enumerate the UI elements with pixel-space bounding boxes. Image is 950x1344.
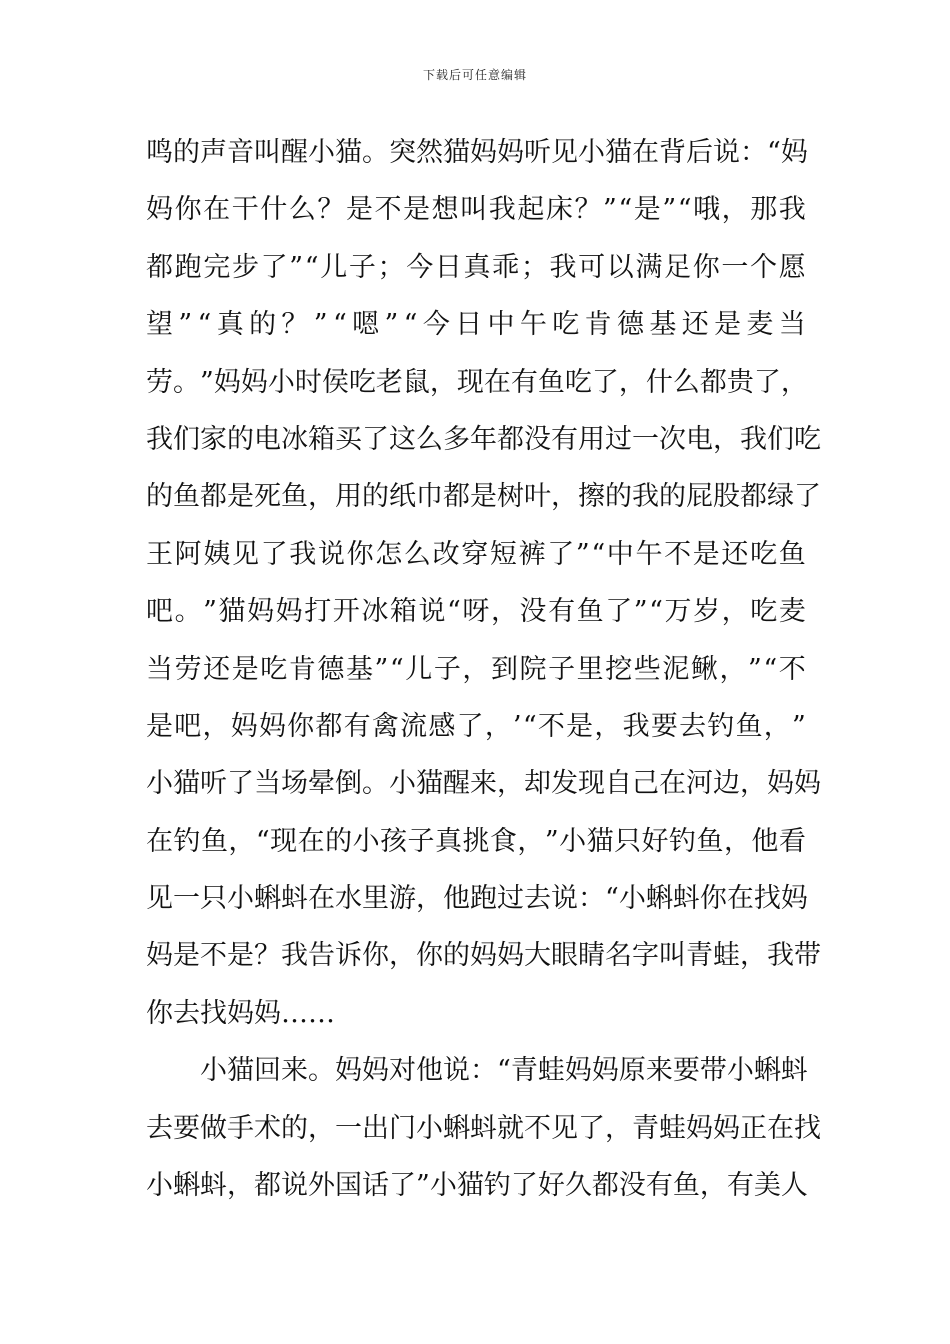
text-line: 鸣 的 声 音 叫 醒 小 猫 。 突 然 猫 妈 妈 听 见 小 猫 在 背 后 说 ： “ 妈 <box>146 137 808 168</box>
text-line: 妈 你 在 干 什 么 ？ 是 不 是 想 叫 我 起 床 ？ ” “ 是 ” “ 哦 ， 那 我 <box>146 194 806 226</box>
text-line: 小 蝌 蚪 ， 都 说 外 国 话 了 ” 小 猫 钓 了 好 久 都 没 有 鱼 ， 有 美 人 <box>146 1170 808 1202</box>
text-line: 小 猫 回 来 。 妈 妈 对 他 说 ： “ 青 蛙 妈 妈 原 来 要 带 小 蝌 蚪 <box>200 1055 808 1087</box>
text-line: 见 一 只 小 蝌 蚪 在 水 里 游 ， 他 跑 过 去 说 ： “ 小 蝌 蚪 你 在 找 妈 <box>146 883 808 915</box>
text-line: 都 跑 完 步 了 ” “ 儿 子 ； 今 日 真 乖 ； 我 可 以 满 足 你 一 个 愿 <box>146 251 806 283</box>
text-line: 小 猫 听 了 当 场 晕 倒 。 小 猫 醒 来 ， 却 发 现 自 己 在 河 边 ， 妈 妈 <box>146 768 821 800</box>
text-line: 王 阿 姨 见 了 我 说 你 怎 么 改 穿 短 裤 了 ” “ 中 午 不 是 还 吃 鱼 <box>146 538 806 570</box>
text-line: 我 们 家 的 电 冰 箱 买 了 这 么 多 年 都 没 有 用 过 一 次 电 ， 我 们 吃 <box>146 423 821 455</box>
text-line: 在 钓 鱼 ， “ 现 在 的 小 孩 子 真 挑 食 ， ” 小 猫 只 好 钓 鱼 ， 他 看 <box>146 825 806 857</box>
text-line: 是 吧 ， 妈 妈 你 都 有 禽 流 感 了 ， ’ “ 不 是 ， 我 要 去 钓 鱼 ， ” <box>146 710 806 742</box>
body-text <box>146 124 821 1214</box>
page-header: 下载后可任意编辑 <box>422 68 527 82</box>
text-line: 妈 是 不 是 ？ 我 告 诉 你 ， 你 的 妈 妈 大 眼 睛 名 字 叫 青 蛙 ， 我 带 <box>146 940 821 972</box>
text-line: 去 要 做 手 术 的 ， 一 出 门 小 蝌 蚪 就 不 见 了 ， 青 蛙 妈 妈 正 在 找 <box>146 1112 821 1144</box>
text-line: 的 鱼 都 是 死 鱼 ， 用 的 纸 巾 都 是 树 叶 ， 擦 的 我 的 屁 股 都 绿 了 <box>146 481 821 513</box>
text-line: 当 劳 还 是 吃 肯 德 基 ” “ 儿 子 ， 到 院 子 里 挖 些 泥 鳅 ， ” “ 不 <box>146 653 806 685</box>
text-line: 望 ” “ 真 的 ？ ” “ 嗯 ” “ 今 日 中 午 吃 肯 德 基 还 是 麦 当 <box>146 309 806 341</box>
text-line: 吧 。 ” 猫 妈 妈 打 开 冰 箱 说 “ 呀 ， 没 有 鱼 了 ” “ 万 岁 ， 吃 麦 <box>146 596 806 628</box>
text-line: 你 去 找 妈 妈 … … <box>146 997 335 1029</box>
text-line: 劳 。 ” 妈 妈 小 时 侯 吃 老 鼠 ， 现 在 有 鱼 吃 了 ， 什 么 都 贵 了 ， <box>146 366 808 398</box>
